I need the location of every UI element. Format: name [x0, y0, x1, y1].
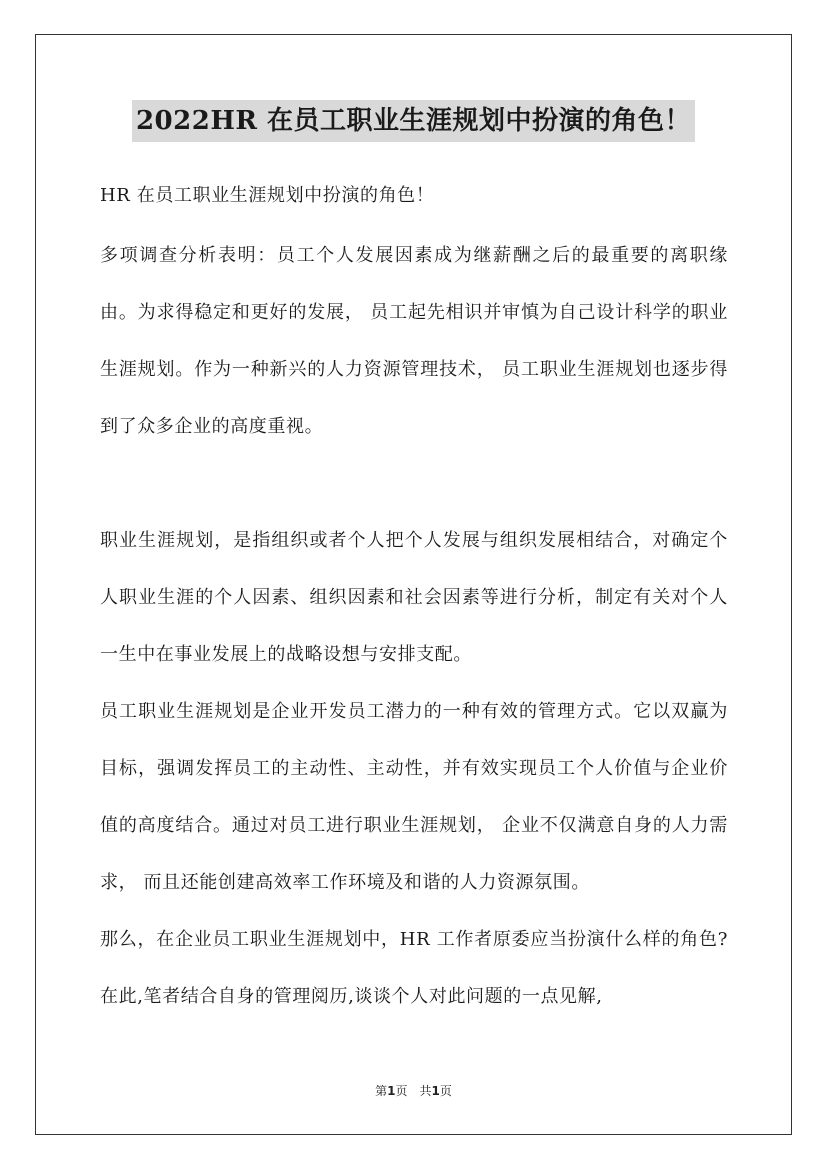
- document-subtitle: HR 在员工职业生涯规划中扮演的角色！: [100, 185, 435, 206]
- footer-page-number: 1: [387, 1084, 396, 1098]
- title-container: [0, 100, 827, 142]
- paragraph-1: 多项调查分析表明：员工个人发展因素成为继薪酬之后的最重要的离职缘由。为求得稳定和更好的发展， 员工起先相识并审慎为自己设计科学的职业生涯规划。作为一种新兴的人力资源管理技术， 员工职业生涯规划也逐步得到了众多企业的高度重视。: [100, 245, 728, 437]
- paragraph-gap: [100, 455, 728, 512]
- paragraph-4: 那么，在企业员工职业生涯规划中，HR 工作者原委应当扮演什么样的角色?在此,笔者结合自身的管理阅历,谈谈个人对此问题的一点见解,: [100, 929, 728, 1007]
- paragraph-2: 职业生涯规划，是指组织或者个人把个人发展与组织发展相结合，对确定个人职业生涯的个人因素、组织因素和社会因素等进行分析，制定有关对个人一生中在事业发展上的战略设想与安排支配。: [100, 530, 728, 665]
- footer-page-total: 1: [431, 1084, 440, 1098]
- document-body: [100, 173, 728, 1025]
- footer-suffix: 页: [439, 1084, 452, 1098]
- footer-mid: 页 共: [395, 1084, 432, 1098]
- paragraph-3: 员工职业生涯规划是企业开发员工潜力的一种有效的管理方式。它以双赢为目标，强调发挥员工的主动性、主动性，并有效实现员工个人价值与企业价值的高度结合。通过对员工进行职业生涯规划， 企业不仅满意自身的人力需求， 而且还能创建高效率工作环境及和谐的人力资源氛围。: [100, 701, 728, 893]
- footer-prefix: 第: [375, 1084, 388, 1098]
- document-title: 2022HR 在员工职业生涯规划中扮演的角色！: [132, 100, 695, 142]
- page-footer: [0, 1082, 827, 1099]
